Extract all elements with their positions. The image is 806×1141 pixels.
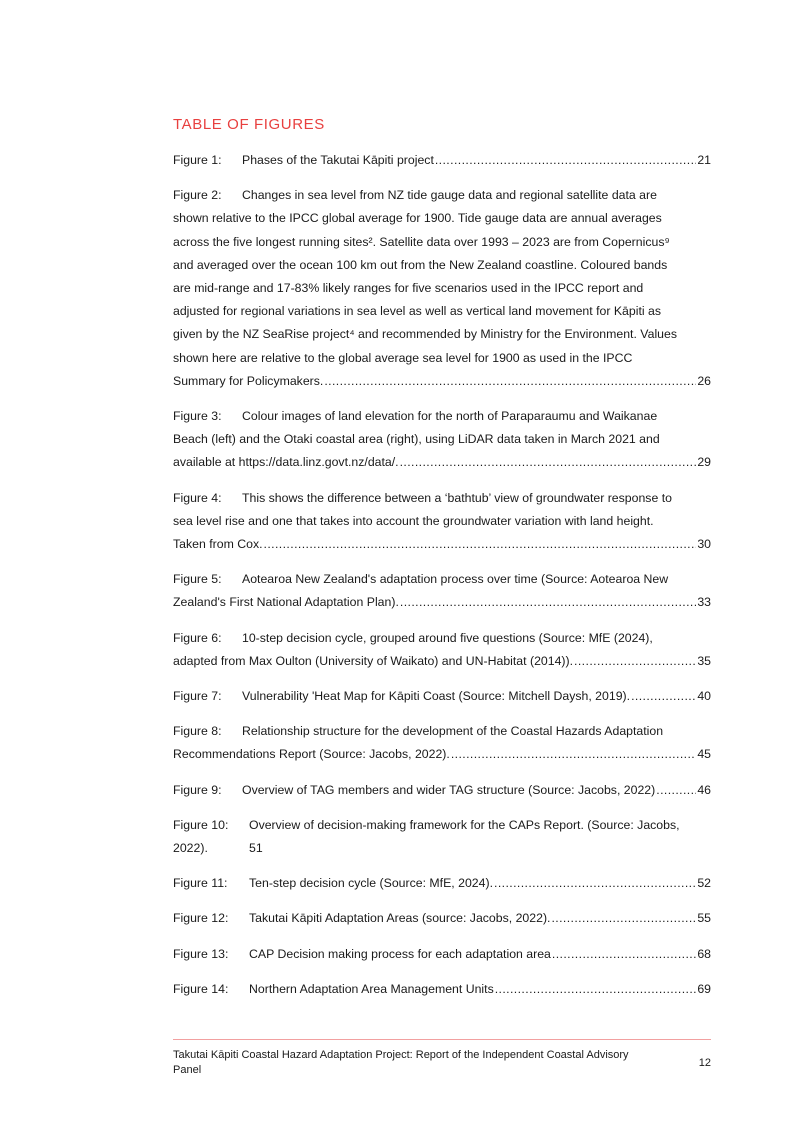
figure-caption-line: adjusted for regional variations in sea level as well as vertical land movement for Kāpiti as <box>173 304 662 319</box>
figure-page-number: 52 <box>697 876 711 891</box>
figure-page-number: 46 <box>697 782 711 797</box>
figure-entry-9[interactable] <box>173 779 711 802</box>
figure-page-number: 69 <box>697 981 711 996</box>
figure-page-number: 68 <box>697 946 711 961</box>
figure-caption-line: Zealand's First National Adaptation Plan). <box>173 595 399 610</box>
figure-entry-12[interactable] <box>173 907 711 930</box>
figure-label: Figure 3: <box>173 409 222 424</box>
figures-list <box>173 149 711 1013</box>
figure-label: Figure 7: <box>173 689 222 704</box>
figure-page-number: 55 <box>697 911 711 926</box>
figure-entry-11[interactable] <box>173 872 711 895</box>
figure-caption-line: Taken from Cox. <box>173 537 263 552</box>
figure-caption-line: Overview of decision-making framework for the CAPs Report. (Source: Jacobs, <box>249 817 680 832</box>
leader-dots <box>552 943 696 966</box>
footer-title: Takutai Kāpiti Coastal Hazard Adaptation Project: Report of the Independent Coastal Advisory Panel <box>173 1049 629 1076</box>
leader-dots <box>400 451 697 474</box>
figure-caption-line: Beach (left) and the Otaki coastal area (right), using LiDAR data taken in March 2021 and <box>173 432 660 447</box>
figure-page-number: 51 <box>249 841 263 856</box>
figure-label: Figure 11: <box>173 876 228 891</box>
figure-caption: Overview of TAG members and wider TAG structure (Source: Jacobs, 2022) <box>242 782 656 797</box>
figure-caption-line: 2022). <box>173 841 208 856</box>
leader-dots <box>264 533 697 556</box>
figure-label: Figure 4: <box>173 490 222 505</box>
leader-dots <box>551 907 696 930</box>
figure-label: Figure 10: <box>173 817 229 832</box>
figure-page-number: 30 <box>697 537 711 552</box>
leader-dots <box>574 650 696 673</box>
figure-page-number: 40 <box>697 689 711 704</box>
figure-page-number: 45 <box>697 747 711 762</box>
figure-caption: Northern Adaptation Area Management Units <box>249 981 494 996</box>
figure-caption-line: Colour images of land elevation for the north of Paraparaumu and Waikanae <box>242 409 658 424</box>
figure-caption-line: across the five longest running sites². Satellite data over 1993 – 2023 are from Copernicus⁹ <box>173 234 670 249</box>
figure-caption: Ten-step decision cycle (Source: MfE, 2024). <box>249 876 493 891</box>
figure-caption-line: available at https://data.linz.govt.nz/data/. <box>173 455 399 470</box>
figure-page-number: 26 <box>697 373 711 388</box>
figure-entry-6[interactable] <box>173 627 711 673</box>
figure-label: Figure 13: <box>173 946 229 961</box>
figure-caption: Phases of the Takutai Kāpiti project <box>242 153 434 167</box>
figure-label: Figure 6: <box>173 630 222 645</box>
page-number: 12 <box>698 1057 711 1069</box>
figure-entry-13[interactable] <box>173 943 711 966</box>
figure-caption-line: given by the NZ SeaRise project⁴ and recommended by Ministry for the Environment. Values <box>173 327 677 342</box>
leader-dots <box>656 779 696 802</box>
figure-entry-2[interactable] <box>173 184 711 393</box>
leader-dots <box>631 685 696 708</box>
figure-entry-4[interactable] <box>173 487 711 557</box>
leader-dots <box>494 872 696 895</box>
figure-caption-line: Changes in sea level from NZ tide gauge data and regional satellite data are <box>242 188 657 203</box>
figure-caption-line: Relationship structure for the development of the Coastal Hazards Adaptation <box>242 724 664 739</box>
figure-caption: Vulnerability 'Heat Map for Kāpiti Coast (Source: Mitchell Daysh, 2019). <box>242 689 631 704</box>
figure-caption-line: adapted from Max Oulton (University of Waikato) and UN-Habitat (2014)). <box>173 653 574 668</box>
figure-page-number: 35 <box>697 653 711 668</box>
figure-caption: Takutai Kāpiti Adaptation Areas (source: Jacobs, 2022). <box>249 911 551 926</box>
figure-label: Figure 8: <box>173 724 222 739</box>
table-of-figures-heading: TABLE OF FIGURES <box>173 116 325 133</box>
figure-caption-line: are mid-range and 17-83% likely ranges for five scenarios used in the IPCC report and <box>173 281 644 296</box>
figure-entry-8[interactable] <box>173 720 711 766</box>
figure-caption-line: Summary for Policymakers. <box>173 373 324 388</box>
leader-dots <box>400 591 696 614</box>
figure-entry-3[interactable] <box>173 405 711 475</box>
leader-dots <box>324 370 696 393</box>
leader-dots <box>495 978 697 1001</box>
figure-label: Figure 5: <box>173 572 222 587</box>
leader-dots <box>451 743 696 766</box>
figure-label: Figure 2: <box>173 188 222 203</box>
figure-caption-line: shown relative to the IPCC global average for 1900. Tide gauge data are annual averages <box>173 211 662 226</box>
figure-entry-5[interactable] <box>173 568 711 614</box>
figure-page-number: 29 <box>697 455 711 470</box>
figure-page-number: 33 <box>697 595 711 610</box>
figure-caption-line: 10-step decision cycle, grouped around five questions (Source: MfE (2024), <box>242 630 653 645</box>
figure-caption: CAP Decision making process for each adaptation area <box>249 946 551 961</box>
figure-caption-line: Recommendations Report (Source: Jacobs, 2022). <box>173 747 450 762</box>
figure-entry-14[interactable] <box>173 978 711 1001</box>
figure-entry-1[interactable] <box>173 149 711 172</box>
figure-label: Figure 14: <box>173 981 229 996</box>
leader-dots <box>435 149 696 172</box>
figure-caption-line: This shows the difference between a ‘bathtub’ view of groundwater response to <box>242 490 672 505</box>
figure-caption-line: shown here are relative to the global average sea level for 1900 as used in the IPCC <box>173 350 633 365</box>
figure-page-number: 21 <box>697 153 711 167</box>
figure-entry-10[interactable] <box>173 814 711 860</box>
figure-label: Figure 12: <box>173 911 229 926</box>
figure-caption-line: and averaged over the ocean 100 km out from the New Zealand coastline. Coloured bands <box>173 257 668 272</box>
figure-entry-7[interactable] <box>173 685 711 708</box>
footer-divider <box>173 1039 711 1040</box>
figure-label: Figure 1: <box>173 153 222 167</box>
figure-caption-line: sea level rise and one that takes into account the groundwater variation with land height. <box>173 513 654 528</box>
figure-caption-line: Aotearoa New Zealand's adaptation process over time (Source: Aotearoa New <box>242 572 669 587</box>
figure-label: Figure 9: <box>173 782 222 797</box>
